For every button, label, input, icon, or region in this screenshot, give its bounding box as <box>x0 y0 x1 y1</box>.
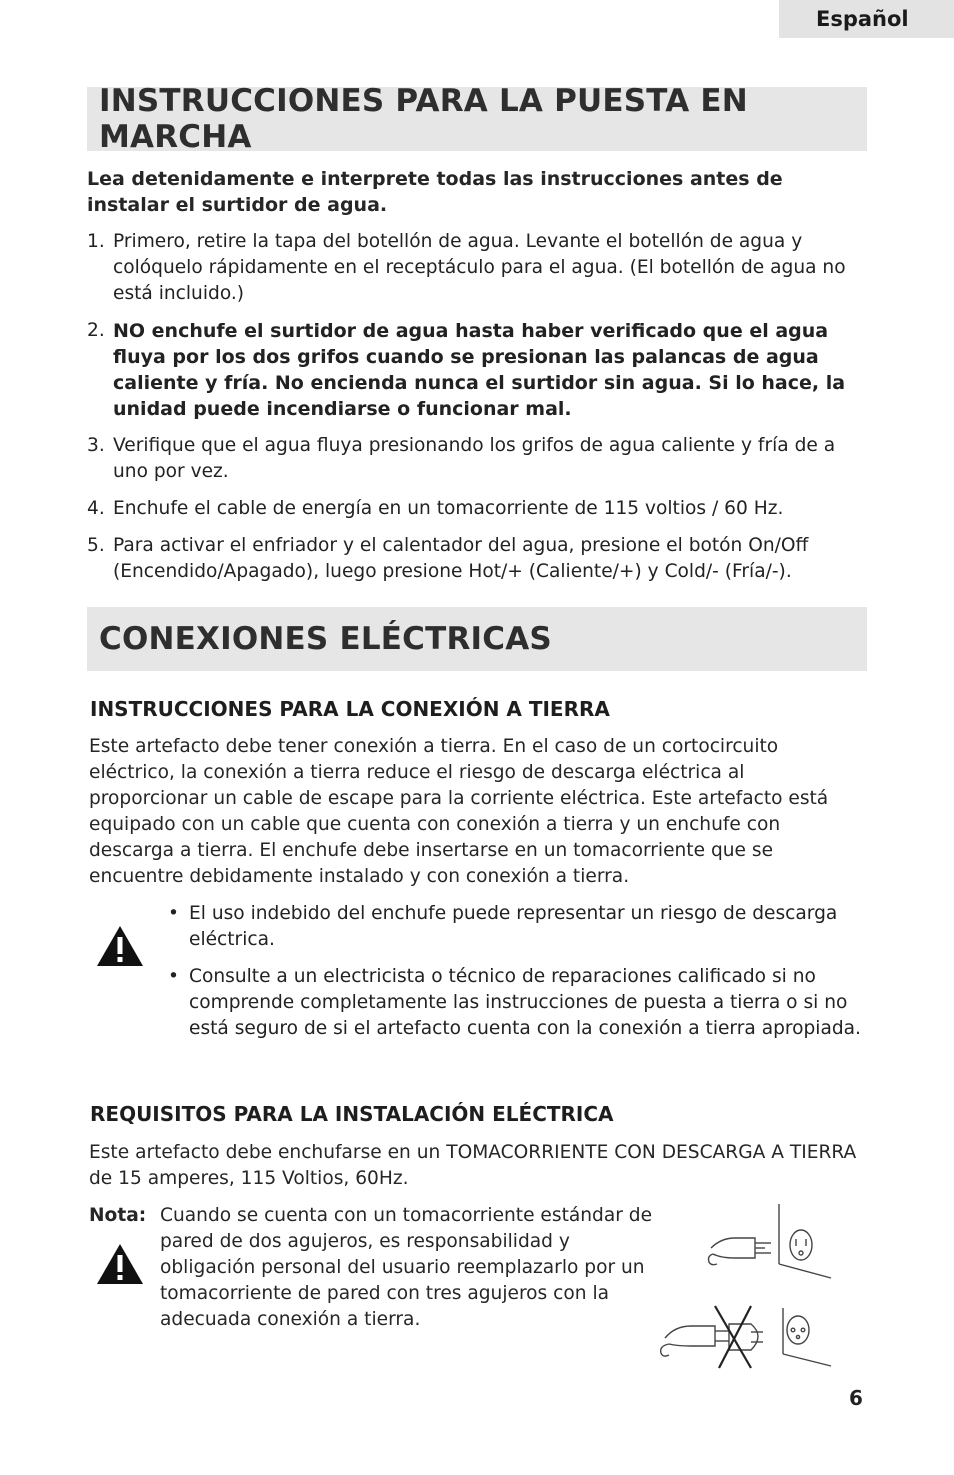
list-item <box>87 496 869 522</box>
plug-outlet-illustration <box>655 1198 840 1373</box>
grounding-paragraph: Este artefacto debe tener conexión a tierra. En el caso de un cortocircuito eléctrico, la conexión a tierra reduce el riesgo de descarga eléctrica al proporcionar un cable de escape para la corriente eléctrica. Este artefacto está equipado con un cable que cuenta con conexión a tierra y un enchufe con descarga a tierra. El enchufe debe insertarse en un tomacorriente que se encuentre debidamente instalado y con conexión a tierra. <box>89 736 829 887</box>
list-number: 1. <box>87 231 105 252</box>
list-number: 3. <box>87 435 105 456</box>
list-number: 5. <box>87 535 105 556</box>
list-number: 2. <box>87 320 105 341</box>
list-item <box>87 318 869 422</box>
warning-icon <box>96 1243 144 1285</box>
list-item <box>168 901 868 953</box>
page-number: 6 <box>849 1386 863 1410</box>
bullet-text: Consulte a un electricista o técnico de reparaciones calificado si no comprende completamente las instrucciones de puesta a tierra o si no está seguro de si el artefacto cuenta con la conexión a tierra apropiada. <box>189 966 861 1039</box>
section-title-startup: INSTRUCCIONES PARA LA PUESTA EN MARCHA <box>87 87 867 151</box>
warning-icon <box>96 925 144 967</box>
section-title-electrical: CONEXIONES ELÉCTRICAS <box>87 607 867 671</box>
note-label: Nota: <box>89 1205 147 1226</box>
bullet-dot: • <box>168 903 179 924</box>
list-text: Para activar el enfriador y el calentador del agua, presione el botón On/Off (Encendido/Apagado), luego presione Hot/+ (Caliente/+) y Cold/- (Fría/-). <box>113 535 809 582</box>
list-item <box>87 229 869 307</box>
intro-warning: Lea detenidamente e interprete todas las instrucciones antes de instalar el surtidor de agua. <box>87 168 783 216</box>
list-text: Enchufe el cable de energía en un tomacorriente de 115 voltios / 60 Hz. <box>113 498 784 519</box>
list-number: 4. <box>87 498 105 519</box>
requirements-heading: REQUISITOS PARA LA INSTALACIÓN ELÉCTRICA <box>90 1102 614 1126</box>
list-text: Verifique que el agua fluya presionando los grifos de agua caliente y fría de a uno por vez. <box>113 435 836 482</box>
note-text: Cuando se cuenta con un tomacorriente estándar de pared de dos agujeros, es responsabilidad y obligación personal del usuario reemplazarlo por un tomacorriente de pared con tres agujeros con la adecuada conexión a tierra. <box>160 1205 653 1330</box>
requirements-paragraph: Este artefacto debe enchufarse en un TOMACORRIENTE CON DESCARGA A TIERRA de 15 amperes, 115 Voltios, 60Hz. <box>89 1142 857 1189</box>
list-item <box>87 433 869 485</box>
list-item <box>87 533 869 585</box>
language-tab: Español <box>779 0 954 38</box>
list-text: Primero, retire la tapa del botellón de agua. Levante el botellón de agua y colóquelo rápidamente en el receptáculo para el agua. (El botellón de agua no está incluido.) <box>113 231 846 304</box>
bullet-dot: • <box>168 966 179 987</box>
list-item <box>168 964 868 1042</box>
bullet-text: El uso indebido del enchufe puede representar un riesgo de descarga eléctrica. <box>189 903 838 950</box>
grounding-heading: INSTRUCCIONES PARA LA CONEXIÓN A TIERRA <box>90 697 610 721</box>
list-text: NO enchufe el surtidor de agua hasta haber verificado que el agua fluya por los dos grifos cuando se presionan las palancas de agua caliente y fría. No encienda nunca el surtidor sin agua. Si lo hace, la unidad puede incendiarse o funcionar mal. <box>113 320 846 420</box>
